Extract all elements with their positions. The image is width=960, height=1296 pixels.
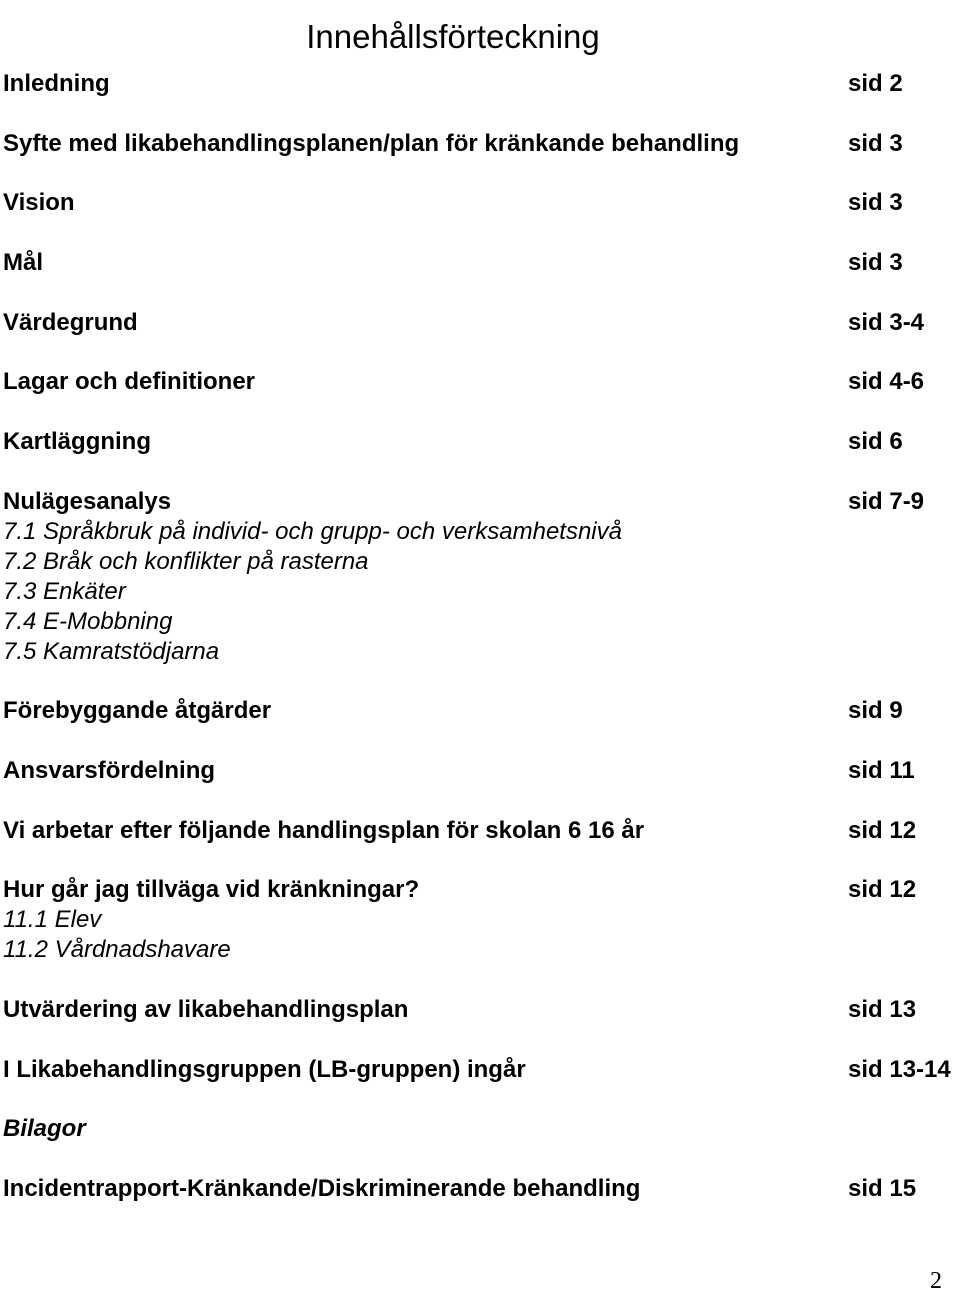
toc-page-ref: sid 12 bbox=[848, 817, 917, 844]
toc-page-ref: sid 2 bbox=[848, 70, 903, 97]
toc-entry-mal: Mål bbox=[3, 249, 44, 276]
toc-page-ref: sid 7-9 bbox=[848, 488, 925, 515]
toc-entry-lagar: Lagar och definitioner bbox=[3, 368, 256, 395]
toc-page-ref: sid 3 bbox=[848, 130, 903, 157]
page-title: Innehållsförteckning bbox=[306, 18, 600, 56]
toc-entry-forebyggande: Förebyggande åtgärder bbox=[3, 697, 272, 724]
toc-entry-lb-gruppen: I Likabehandlingsgruppen (LB-gruppen) ingår bbox=[3, 1056, 526, 1083]
toc-subentry: 7.2 Bråk och konflikter på rasterna bbox=[3, 548, 369, 575]
toc-entry-vision: Vision bbox=[3, 189, 75, 216]
toc-page-ref: sid 3 bbox=[848, 249, 903, 276]
toc-subentry: 7.3 Enkäter bbox=[3, 578, 126, 605]
toc-subentry: 11.1 Elev bbox=[3, 906, 102, 933]
toc-page-ref: sid 12 bbox=[848, 876, 917, 903]
toc-entry-handlingsplan: Vi arbetar efter följande handlingsplan för skolan 6 16 år bbox=[3, 817, 645, 844]
toc-entry-vardegrund: Värdegrund bbox=[3, 309, 138, 336]
toc-entry-incidentrapport: Incidentrapport-Kränkande/Diskriminerande behandling bbox=[3, 1175, 641, 1202]
toc-entry-utvardering: Utvärdering av likabehandlingsplan bbox=[3, 996, 409, 1023]
toc-page-ref: sid 13 bbox=[848, 996, 917, 1023]
toc-entry-syfte: Syfte med likabehandlingsplanen/plan för kränkande behandling bbox=[3, 130, 740, 157]
toc-page-ref: sid 4-6 bbox=[848, 368, 925, 395]
page-number: 2 bbox=[930, 1268, 942, 1294]
toc-entry-nulagesanalys: Nulägesanalys bbox=[3, 488, 172, 515]
toc-entry-krankningar: Hur går jag tillväga vid kränkningar? bbox=[3, 876, 420, 903]
toc-page-ref: sid 9 bbox=[848, 697, 903, 724]
toc-subentry: 7.5 Kamratstödjarna bbox=[3, 638, 220, 665]
toc-entry-kartlaggning: Kartläggning bbox=[3, 428, 151, 455]
toc-page-ref: sid 6 bbox=[848, 428, 903, 455]
toc-page-ref: sid 11 bbox=[848, 757, 915, 784]
toc-page-ref: sid 13-14 bbox=[848, 1056, 951, 1083]
toc-entry-inledning: Inledning bbox=[3, 70, 110, 97]
toc-subentry: 7.4 E-Mobbning bbox=[3, 608, 173, 635]
toc-entry-ansvarsfordelning: Ansvarsfördelning bbox=[3, 757, 216, 784]
toc-subentry: 11.2 Vårdnadshavare bbox=[3, 936, 231, 963]
toc-page-ref: sid 15 bbox=[848, 1175, 917, 1202]
toc-page-ref: sid 3 bbox=[848, 189, 903, 216]
toc-page-ref: sid 3-4 bbox=[848, 309, 925, 336]
toc-subentry: 7.1 Språkbruk på individ- och grupp- och verksamhetsnivå bbox=[3, 518, 622, 545]
section-label-bilagor: Bilagor bbox=[3, 1115, 86, 1142]
